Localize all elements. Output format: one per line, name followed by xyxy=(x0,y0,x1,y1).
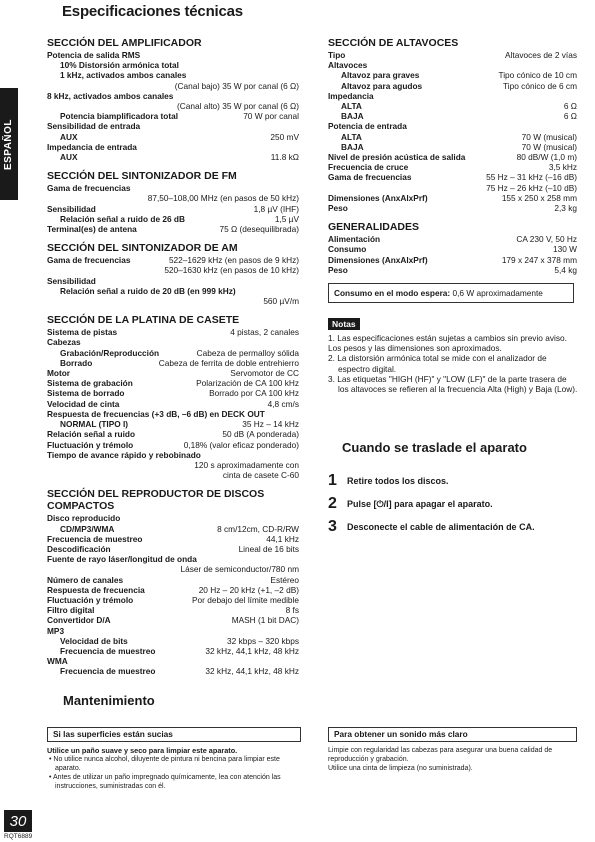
spec-label: AUX xyxy=(60,152,78,163)
spec-row xyxy=(328,81,577,91)
spec-value: 44,1 kHz xyxy=(266,533,299,544)
spec-label: Motor xyxy=(47,368,71,379)
spec-value: Cabeza de permalloy sólida xyxy=(196,347,299,358)
note-item: 2. La distorsión armónica total se mide con el analizador de espectro digital. xyxy=(328,353,547,374)
spec-heading: Tiempo de avance rápido y rebobinado xyxy=(47,449,201,460)
spec-label: Fluctuación y trémolo xyxy=(47,439,134,450)
notes-badge: Notas xyxy=(328,318,360,330)
spec-label: Borrado xyxy=(60,357,93,368)
spec-heading: WMA xyxy=(47,656,68,667)
spec-heading: Respuesta de frecuencias (+3 dB, –6 dB) en DECK OUT xyxy=(47,408,265,419)
spec-row xyxy=(328,234,577,244)
spec-label: ALTA xyxy=(341,131,362,142)
right-spec-column xyxy=(328,37,577,275)
spec-value: 1,8 µV (IHF) xyxy=(253,203,299,214)
spec-heading: Cabezas xyxy=(47,337,81,348)
spec-value: MASH (1 bit DAC) xyxy=(231,615,299,626)
clear-sound-box xyxy=(328,727,577,773)
spec-label: Dimensiones (AnxAlxPrf) xyxy=(328,254,428,265)
spec-heading: Sensibilidad de entrada xyxy=(47,121,141,132)
spec-row xyxy=(47,255,299,265)
spec-row xyxy=(47,378,299,388)
spec-label: Sistema de pistas xyxy=(47,327,118,338)
spec-value: 2,3 kg xyxy=(554,203,577,214)
spec-value: Borrado por CA 100 kHz xyxy=(209,388,299,399)
spec-heading: Potencia de entrada xyxy=(328,121,407,132)
spec-value: 522–1629 kHz (en pasos de 9 kHz) xyxy=(168,255,299,266)
spec-row xyxy=(47,388,299,398)
spec-value: 5,4 kg xyxy=(554,264,577,275)
spec-label: Gama de frecuencias xyxy=(47,255,131,266)
dirty-surfaces-header: Si las superficies están sucias xyxy=(47,727,301,741)
step-text: Desconecte el cable de alimentación de CA. xyxy=(347,522,535,532)
spec-row xyxy=(47,399,299,409)
spec-heading: Impedancia de entrada xyxy=(47,141,137,152)
spec-row xyxy=(328,203,577,213)
spec-label: Frecuencia de muestreo xyxy=(60,645,156,656)
section-title: GENERALIDADES xyxy=(328,221,420,234)
clear-sound-line: Utilice una cinta de limpieza (no suministrada). xyxy=(328,765,473,772)
spec-value-line: (Canal bajo) 35 W por canal (6 Ω) xyxy=(174,80,299,91)
spec-value: Tipo cónico de 10 cm xyxy=(498,70,577,81)
spec-row xyxy=(328,193,577,203)
spec-value-line: 75 Hz – 26 kHz (–10 dB) xyxy=(486,182,577,193)
step-item xyxy=(328,493,588,515)
spec-label: Relación señal a ruido xyxy=(47,429,136,440)
step-text: Pulse [⏻/I] para apagar el aparato. xyxy=(347,498,493,509)
spec-label: Terminal(es) de antena xyxy=(47,224,137,235)
spec-value: 4,8 cm/s xyxy=(267,398,299,409)
note-item: Los pesos y las dimensiones son aproximados. xyxy=(328,343,502,354)
spec-row xyxy=(47,224,299,234)
spec-heading: Gama de frecuencias xyxy=(47,183,131,194)
standby-consumption-label: Consumo en el modo espera: xyxy=(334,288,451,298)
spec-label: Velocidad de bits xyxy=(60,635,128,646)
spec-value: Tipo cónico de 6 cm xyxy=(503,80,577,91)
spec-value: 20 Hz – 20 kHz (+1, –2 dB) xyxy=(198,584,299,595)
step-number: 2 xyxy=(328,495,337,512)
spec-value: 32 kHz, 44,1 kHz, 48 kHz xyxy=(205,666,299,677)
spec-row xyxy=(47,585,299,595)
page-title: Especificaciones técnicas xyxy=(62,3,243,20)
spec-row xyxy=(47,327,299,337)
standby-consumption-box xyxy=(328,283,574,303)
spec-heading: Disco reproducido xyxy=(47,513,121,524)
spec-value-line: 120 s aproximadamente con xyxy=(194,459,299,470)
step-item xyxy=(328,516,588,538)
spec-heading: 10% Distorsión armónica total xyxy=(60,60,179,71)
spec-value: 8 cm/12cm, CD-R/RW xyxy=(217,523,299,534)
clear-sound-header: Para obtener un sonido más claro xyxy=(328,727,577,741)
spec-value: 55 Hz – 31 kHz (–16 dB) xyxy=(486,172,577,183)
spec-label: Frecuencia de muestreo xyxy=(60,666,156,677)
spec-value: Estéreo xyxy=(270,574,299,585)
spec-label: Peso xyxy=(328,264,348,275)
spec-row xyxy=(328,50,577,60)
notes-list xyxy=(328,333,578,394)
spec-value: 6 Ω xyxy=(563,111,577,122)
spec-row xyxy=(47,214,299,224)
language-tab xyxy=(0,88,18,200)
section-title: SECCIÓN DE LA PLATINA DE CASETE xyxy=(47,314,240,327)
spec-label: Grabación/Reproducción xyxy=(60,347,160,358)
spec-heading: Impedancia xyxy=(328,90,374,101)
spec-label: Potencia biamplificadora total xyxy=(60,111,179,122)
spec-heading: Potencia de salida RMS xyxy=(47,50,141,60)
spec-row xyxy=(328,111,577,121)
spec-value: 4 pistas, 2 canales xyxy=(230,327,299,338)
spec-value: 80 dB/W (1,0 m) xyxy=(516,152,577,163)
spec-label: Frecuencia de cruce xyxy=(328,162,409,173)
spec-heading: MP3 xyxy=(47,625,65,636)
spec-label: BAJA xyxy=(341,111,364,122)
spec-value: 75 Ω (desequilibrada) xyxy=(219,224,299,235)
spec-label: Peso xyxy=(328,203,348,214)
spec-value: 3,5 kHz xyxy=(548,162,577,173)
spec-row xyxy=(47,534,299,544)
step-item xyxy=(328,470,588,492)
spec-value: Polarización de CA 100 kHz xyxy=(196,378,299,389)
spec-row xyxy=(328,142,577,152)
spec-label: BAJA xyxy=(341,141,364,152)
spec-label: Frecuencia de muestreo xyxy=(47,533,143,544)
maintenance-title: Mantenimiento xyxy=(63,693,155,708)
spec-value: Por debajo del límite medible xyxy=(192,594,299,605)
spec-row xyxy=(47,605,299,615)
dirty-surfaces-body xyxy=(47,746,301,791)
spec-label: Relación señal a ruido de 26 dB xyxy=(60,213,185,224)
spec-value: 155 x 250 x 258 mm xyxy=(501,192,577,203)
moving-unit-title: Cuando se traslade el aparato xyxy=(342,440,527,455)
step-number: 3 xyxy=(328,518,337,535)
spec-label: Convertidor D/A xyxy=(47,615,111,626)
spec-label: NORMAL (TIPO I) xyxy=(60,419,129,430)
spec-row xyxy=(47,636,299,646)
spec-row xyxy=(47,348,299,358)
spec-value: Altavoces de 2 vías xyxy=(505,50,577,60)
section-title: SECCIÓN DEL SINTONIZADOR DE FM xyxy=(47,170,237,183)
spec-label: Nivel de presión acústica de salida xyxy=(328,152,466,163)
spec-value-line: (Canal alto) 35 W por canal (6 Ω) xyxy=(177,101,299,112)
step-text: Retire todos los discos. xyxy=(347,476,449,486)
spec-value: 70 W (musical) xyxy=(521,131,577,142)
spec-label: Velocidad de cinta xyxy=(47,398,120,409)
spec-heading: Relación señal a ruido de 20 dB (en 999 kHz) xyxy=(60,285,236,296)
spec-label: Respuesta de frecuencia xyxy=(47,584,145,595)
section-title: SECCIÓN DEL AMPLIFICADOR xyxy=(47,37,202,49)
page-number: 30 xyxy=(4,810,32,832)
step-number: 1 xyxy=(328,472,337,489)
spec-value: 6 Ω xyxy=(563,101,577,112)
spec-value: Lineal de 16 bits xyxy=(238,543,299,554)
spec-row xyxy=(47,524,299,534)
spec-label: Descodificación xyxy=(47,543,111,554)
spec-row xyxy=(47,440,299,450)
spec-row xyxy=(328,244,577,254)
spec-row xyxy=(328,152,577,162)
spec-label: CD/MP3/WMA xyxy=(60,523,115,534)
spec-row xyxy=(47,419,299,429)
dirty-surfaces-box xyxy=(47,727,301,791)
spec-value-line: Láser de semiconductor/780 nm xyxy=(180,564,299,575)
bullet-item: • Antes de utilizar un paño impregnado químicamente, lea con atención las instrucciones, suministradas con él. xyxy=(49,774,281,790)
note-item: 1. Las especificaciones están sujetas a cambios sin previo aviso. xyxy=(328,333,567,343)
language-tab-label: ESPAÑOL xyxy=(3,118,15,170)
spec-label: Filtro digital xyxy=(47,605,95,616)
spec-value: CA 230 V, 50 Hz xyxy=(516,234,577,245)
spec-value: 32 kbps – 320 kbps xyxy=(227,635,299,646)
spec-row xyxy=(47,111,299,121)
spec-row xyxy=(328,172,577,182)
spec-value: 179 x 247 x 378 mm xyxy=(501,254,577,265)
clear-sound-line: Limpie con regularidad las cabezas para asegurar una buena calidad de reproducción y grabación. xyxy=(328,747,553,763)
spec-label: Dimensiones (AnxAlxPrf) xyxy=(328,192,428,203)
spec-label: Tipo xyxy=(328,50,346,60)
section-title: SECCIÓN DE ALTAVOCES xyxy=(328,37,459,49)
spec-row xyxy=(47,544,299,554)
spec-label: Gama de frecuencias xyxy=(328,172,412,183)
spec-value: 8 fs xyxy=(285,605,299,616)
section-title: SECCIÓN DEL SINTONIZADOR DE AM xyxy=(47,242,238,255)
spec-label: Fluctuación y trémolo xyxy=(47,594,134,605)
spec-value: 1,5 µV xyxy=(274,213,299,224)
spec-row xyxy=(47,666,299,676)
spec-row xyxy=(47,615,299,625)
spec-row xyxy=(328,255,577,265)
spec-row xyxy=(328,265,577,275)
spec-value-line: cinta de casete C-60 xyxy=(222,470,299,481)
spec-row xyxy=(47,204,299,214)
spec-label: Número de canales xyxy=(47,574,124,585)
spec-row xyxy=(47,646,299,656)
spec-heading: Altavoces xyxy=(328,60,368,71)
spec-value: 11.8 kΩ xyxy=(270,152,299,163)
spec-value: Cabeza de ferrita de doble entrehierro xyxy=(158,357,299,368)
spec-value-line: 520–1630 kHz (en pasos de 10 kHz) xyxy=(164,265,299,276)
spec-label: Altavoz para graves xyxy=(341,70,420,81)
spec-row xyxy=(328,101,577,111)
spec-row xyxy=(47,429,299,439)
spec-value: 70 W (musical) xyxy=(521,141,577,152)
spec-value: 35 Hz – 14 kHz xyxy=(242,419,299,430)
standby-consumption-value: 0,6 W aproximadamente xyxy=(452,288,543,298)
spec-row xyxy=(328,132,577,142)
spec-value: 70 W por canal xyxy=(243,111,299,122)
section-title: SECCIÓN DEL REPRODUCTOR DE DISCOS COMPACTOS xyxy=(47,488,265,513)
spec-value: 130 W xyxy=(553,244,577,255)
dirty-surfaces-lead: Utilice un paño suave y seco para limpiar este aparato. xyxy=(47,746,238,755)
spec-row xyxy=(47,132,299,142)
spec-row xyxy=(47,575,299,585)
spec-value: 32 kHz, 44,1 kHz, 48 kHz xyxy=(205,645,299,656)
moving-unit-steps xyxy=(328,470,588,539)
spec-row xyxy=(47,358,299,368)
spec-label: Alimentación xyxy=(328,234,381,245)
spec-row xyxy=(47,368,299,378)
spec-row xyxy=(328,70,577,80)
spec-heading: Fuente de rayo láser/longitud de onda xyxy=(47,554,197,565)
spec-row xyxy=(47,595,299,605)
spec-label: ALTA xyxy=(341,101,362,112)
spec-row xyxy=(47,152,299,162)
spec-value-line: 87,50–108,00 MHz (en pasos de 50 kHz) xyxy=(147,193,299,204)
spec-label: Sensibilidad xyxy=(47,203,96,214)
spec-value-line: 560 µV/m xyxy=(263,296,299,307)
spec-heading: Sensibilidad xyxy=(47,275,96,286)
document-code: RQT6889 xyxy=(4,833,33,840)
bullet-item: • No utilice nunca alcohol, diluyente de pintura ni bencina para limpiar este aparato. xyxy=(49,756,280,772)
spec-row xyxy=(328,162,577,172)
spec-value: 0,18% (valor eficaz ponderado) xyxy=(183,439,299,450)
spec-label: Sistema de borrado xyxy=(47,388,125,399)
spec-label: Consumo xyxy=(328,244,367,255)
spec-heading: 1 kHz, activados ambos canales xyxy=(60,70,187,81)
spec-value: 250 mV xyxy=(270,131,299,142)
spec-heading: 8 kHz, activados ambos canales xyxy=(47,90,174,101)
spec-label: Sistema de grabación xyxy=(47,378,133,389)
spec-value: Servomotor de CC xyxy=(230,368,299,379)
spec-value: 50 dB (A ponderada) xyxy=(222,429,299,440)
clear-sound-body xyxy=(328,746,577,773)
note-item: 3. Las etiquetas "HIGH (HF)" y "LOW (LF)" de la parte trasera de los altavoces se refieren al la frecuencia Alta (High) y Baja (Low). xyxy=(328,373,578,395)
spec-label: AUX xyxy=(60,131,78,142)
spec-label: Altavoz para agudos xyxy=(341,80,423,91)
left-spec-column xyxy=(47,37,299,677)
